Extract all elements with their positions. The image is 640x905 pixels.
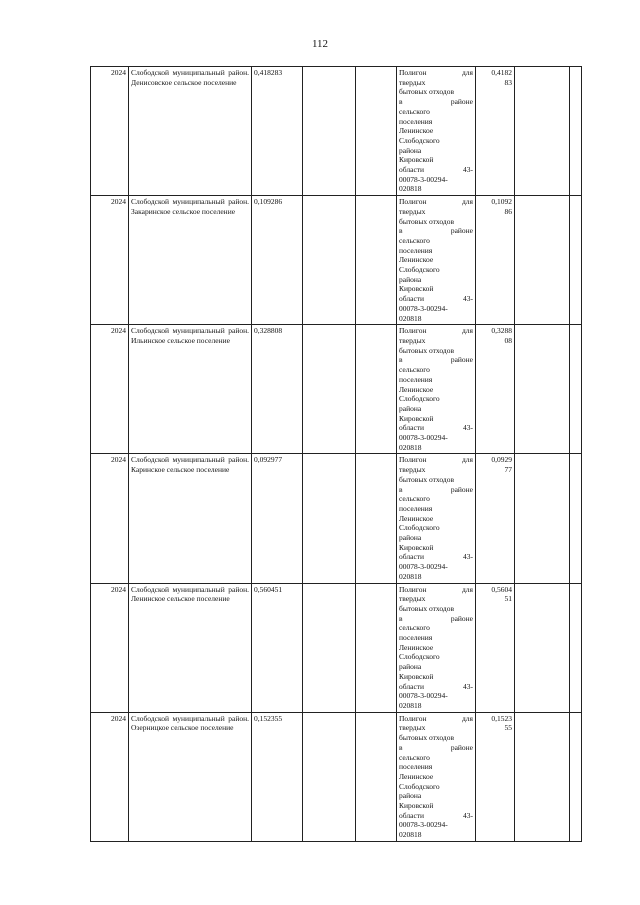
empty-cell [570,583,582,712]
empty-cell [515,583,570,712]
object-word: области [399,423,425,433]
object-line: Слободского [399,523,440,533]
waste-object-cell [397,583,476,712]
object-line [399,552,473,562]
object-word: Полигон [399,326,427,336]
object-line: Кировской [399,542,434,552]
amount2-cell [476,196,515,325]
object-line: сельского [399,365,430,375]
object-word: районе [450,355,473,365]
empty-cell [303,325,356,454]
district-cell [129,196,252,325]
object-line: Ленинское [399,513,434,523]
object-word: для [461,197,473,207]
table-row [91,325,582,454]
empty-cell [570,712,582,841]
object-line: поселения [399,762,433,772]
object-line: 020818 [399,184,422,194]
empty-cell [356,712,397,841]
amount2-cell [476,454,515,583]
object-word: в [399,97,403,107]
empty-cell [570,67,582,196]
amount2-part: 08 [504,335,512,345]
empty-cell [515,712,570,841]
waste-object-cell [397,454,476,583]
object-line: района [399,791,422,801]
year-cell [91,67,129,196]
object-word: в [399,484,403,494]
object-line: сельского [399,106,430,116]
year-cell [91,583,129,712]
waste-object-cell [397,67,476,196]
empty-cell [570,196,582,325]
amount2-part: 0,1092 [491,197,512,207]
object-line [399,743,473,753]
object-line: твердых [399,335,426,345]
object-line: 020818 [399,313,422,323]
object-word: Полигон [399,68,427,77]
district-name: Слободской муниципальный район. Озерницкое сельское поселение [131,713,249,733]
object-word: для [461,326,473,336]
amount2-part: 0,3288 [491,326,512,336]
object-word: районе [450,97,473,107]
object-line: бытовых отходов [399,345,455,355]
object-line: твердых [399,465,426,475]
object-word: для [461,584,473,594]
amount-value: 0,418283 [254,68,283,77]
empty-cell [356,583,397,712]
object-line: 020818 [399,442,422,452]
amount-cell [252,583,303,712]
amount2-part: 0,5604 [491,584,512,594]
object-line [399,682,473,692]
object-line: 020818 [399,571,422,581]
year-cell [91,454,129,583]
year-cell [91,712,129,841]
object-line: Кировской [399,155,434,165]
object-line: Слободского [399,135,440,145]
empty-cell [515,196,570,325]
object-word: Полигон [399,197,427,207]
table-row [91,583,582,712]
object-line: 00078-3-00294- [399,303,448,313]
object-line: сельского [399,494,430,504]
object-line [399,585,473,595]
object-line: твердых [399,723,426,733]
object-word: 43- [463,552,473,562]
object-word: области [399,552,425,562]
object-line [399,326,473,336]
year-value: 2024 [111,197,126,207]
empty-cell [303,454,356,583]
object-line: Ленинское [399,255,434,265]
object-line: 00078-3-00294- [399,691,448,701]
object-word: районе [450,226,473,236]
object-line [399,197,473,207]
object-line: Слободского [399,652,440,662]
object-word: районе [450,742,473,752]
amount-cell [252,454,303,583]
object-word: 43- [463,165,473,175]
object-line: поселения [399,245,433,255]
year-value: 2024 [111,326,126,336]
object-line [399,485,473,495]
object-line: района [399,274,422,284]
object-line [399,423,473,433]
object-line: района [399,533,422,543]
district-cell [129,67,252,196]
object-line: района [399,662,422,672]
object-line [399,455,473,465]
waste-object-cell [397,712,476,841]
amount-cell [252,712,303,841]
object-word: для [461,68,473,77]
empty-cell [515,454,570,583]
empty-cell [356,67,397,196]
object-line: района [399,145,422,155]
object-line: бытовых отходов [399,216,455,226]
amount-value: 0,092977 [254,455,283,465]
waste-object-cell [397,196,476,325]
object-line: 00078-3-00294- [399,562,448,572]
amount2-cell [476,712,515,841]
object-line: твердых [399,206,426,216]
object-line: Ленинское [399,126,434,136]
amount-value: 0,109286 [254,197,283,207]
table-row [91,454,582,583]
object-word: области [399,681,425,691]
table-body [91,67,582,842]
object-line: бытовых отходов [399,87,455,97]
object-line: 00078-3-00294- [399,174,448,184]
year-value: 2024 [111,584,126,594]
object-line: 020818 [399,830,422,840]
amount-value: 0,152355 [254,713,283,723]
amount2-cell [476,67,515,196]
object-line [399,811,473,821]
page-number: 112 [311,38,329,50]
amount2-part: 0,1523 [491,713,512,723]
amount-cell [252,67,303,196]
object-line: 00078-3-00294- [399,820,448,830]
empty-cell [570,325,582,454]
empty-cell [303,67,356,196]
district-cell [129,712,252,841]
district-name: Слободской муниципальный район. Ленинское сельское поселение [131,584,249,604]
year-value: 2024 [111,455,126,465]
empty-cell [570,454,582,583]
object-line: 00078-3-00294- [399,433,448,443]
object-line: поселения [399,503,433,513]
object-word: области [399,294,425,304]
object-word: для [461,455,473,465]
object-word: в [399,613,403,623]
district-name: Слободской муниципальный район. Каринское сельское поселение [131,455,249,475]
object-word: Полигон [399,455,427,465]
amount-value: 0,560451 [254,584,283,594]
empty-cell [356,196,397,325]
object-line: Кировской [399,801,434,811]
object-line: Кировской [399,671,434,681]
object-word: области [399,165,425,175]
district-name: Слободской муниципальный район. Ильинское сельское поселение [131,326,249,345]
object-line: бытовых отходов [399,603,455,613]
object-line [399,226,473,236]
object-line: поселения [399,116,433,126]
object-line: Слободского [399,265,440,275]
object-line: сельского [399,752,430,762]
empty-cell [303,712,356,841]
amount2-part: 77 [504,465,512,475]
waste-volume-table [90,66,582,842]
empty-cell [356,325,397,454]
empty-cell [356,454,397,583]
object-word: 43- [463,294,473,304]
object-word: в [399,742,403,752]
district-name: Слободской муниципальный район. Закаринское сельское поселение [131,197,249,216]
object-line [399,614,473,624]
object-word: 43- [463,810,473,820]
object-line: бытовых отходов [399,733,455,743]
amount2-cell [476,325,515,454]
amount2-part: 86 [504,206,512,216]
amount2-part: 83 [504,77,512,87]
object-word: 43- [463,423,473,433]
object-line [399,97,473,107]
object-line: района [399,403,422,413]
object-line: Кировской [399,413,434,423]
object-line: поселения [399,633,433,643]
district-cell [129,454,252,583]
object-line: твердых [399,594,426,604]
object-word: Полигон [399,584,427,594]
amount2-part: 55 [504,723,512,733]
object-line: Слободского [399,394,440,404]
object-line: сельского [399,623,430,633]
object-line: Ленинское [399,384,434,394]
object-word: в [399,226,403,236]
amount-value: 0,328808 [254,326,283,336]
object-line [399,714,473,724]
object-line: поселения [399,374,433,384]
object-line: Ленинское [399,771,434,781]
empty-cell [303,583,356,712]
object-line: Кировской [399,284,434,294]
object-line: сельского [399,235,430,245]
object-line: 020818 [399,701,422,710]
district-cell [129,583,252,712]
object-line: бытовых отходов [399,474,455,484]
object-line: Ленинское [399,642,434,652]
waste-object-cell [397,325,476,454]
object-line: твердых [399,77,426,87]
object-line [399,355,473,365]
object-line: Слободского [399,781,440,791]
empty-cell [303,196,356,325]
amount2-part: 0,0929 [491,455,512,465]
amount2-part: 0,4182 [491,68,512,77]
year-cell [91,325,129,454]
year-value: 2024 [111,713,126,723]
object-line [399,165,473,175]
object-word: Полигон [399,713,427,723]
object-line [399,294,473,304]
district-cell [129,325,252,454]
year-cell [91,196,129,325]
empty-cell [515,67,570,196]
table-row [91,712,582,841]
amount2-part: 51 [504,594,512,604]
table-row [91,67,582,196]
amount-cell [252,196,303,325]
object-word: в [399,355,403,365]
object-line [399,68,473,78]
object-word: для [461,713,473,723]
object-word: 43- [463,681,473,691]
district-name: Слободской муниципальный район. Денисовское сельское поселение [131,68,249,87]
amount-cell [252,325,303,454]
table-row [91,196,582,325]
object-word: районе [450,613,473,623]
year-value: 2024 [111,68,126,77]
object-word: районе [450,484,473,494]
empty-cell [515,325,570,454]
object-word: области [399,810,425,820]
amount2-cell [476,583,515,712]
